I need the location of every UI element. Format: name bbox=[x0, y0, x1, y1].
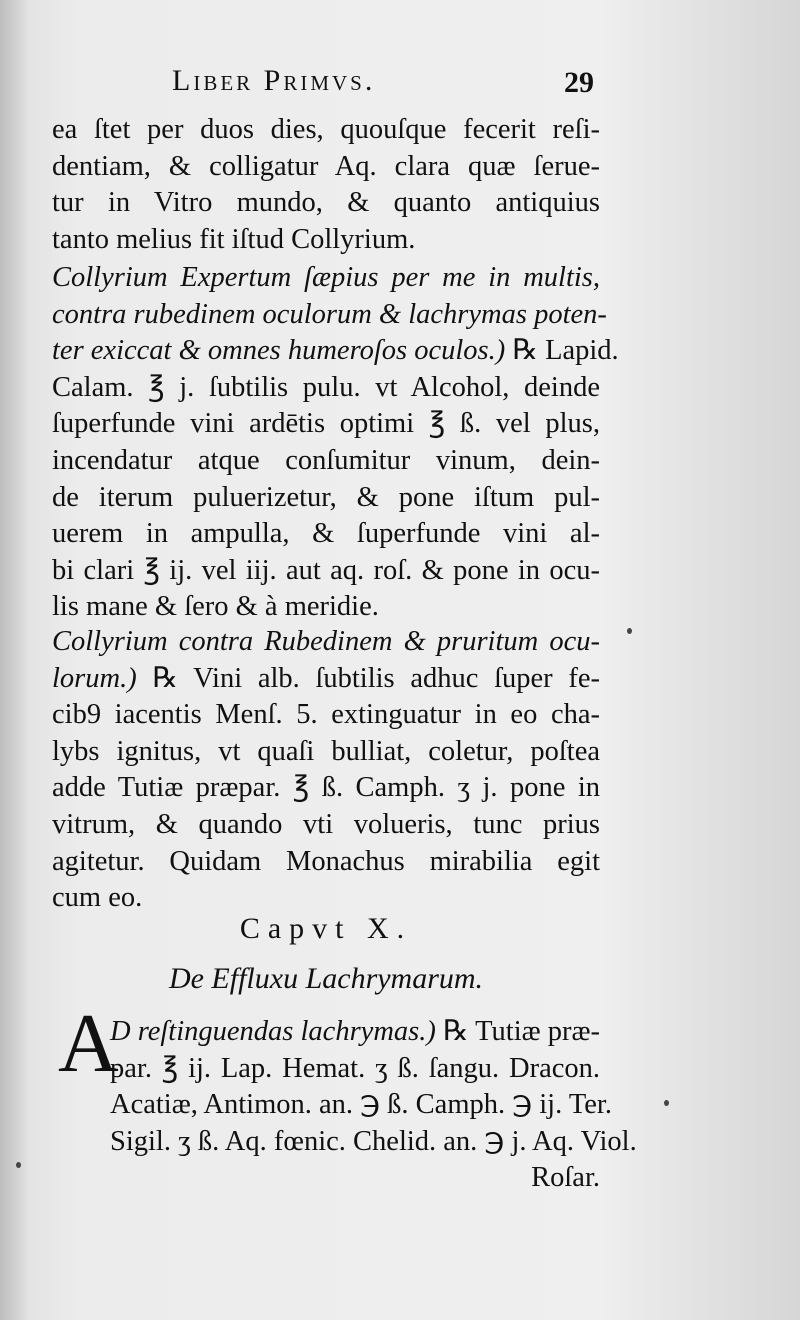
roman-text: bi clari ℥ ij. vel iij. aut aq. roſ. & pone in ocu- bbox=[52, 554, 600, 586]
italic-text: ter exiccat & omnes humeroſos oculos.) bbox=[52, 335, 506, 367]
text-line bbox=[52, 370, 600, 407]
roman-text: ſuperfunde vini ardētis optimi ℥ ß. vel plus, bbox=[52, 408, 600, 440]
recipe-collyrium-rubedinem bbox=[52, 624, 600, 917]
paragraph-1 bbox=[52, 112, 600, 258]
text-line bbox=[52, 553, 600, 590]
roman-text: Calam. ℥ j. ſubtilis pulu. vt Alcohol, deinde bbox=[52, 371, 600, 403]
text-line bbox=[110, 1124, 637, 1161]
roman-text: cib9 iacentis Menſ. 5. extinguatur in eo cha- bbox=[52, 699, 600, 731]
text-line: tur in Vitro mundo, & quanto antiquius bbox=[52, 187, 600, 219]
drop-capital: A bbox=[58, 997, 119, 1090]
roman-text: ℞ Tutiæ præ- bbox=[435, 1016, 601, 1047]
chapter-heading: Capvt X. bbox=[239, 912, 413, 945]
text-line bbox=[52, 260, 600, 297]
text-line: tanto melius fit iſtud Collyrium. bbox=[52, 223, 416, 255]
text-line bbox=[52, 624, 600, 661]
roman-text: Roſar. bbox=[531, 1162, 600, 1194]
page-number: 29 bbox=[564, 66, 594, 99]
text-line bbox=[110, 1160, 600, 1197]
text-line bbox=[110, 1051, 600, 1088]
roman-text: incendatur atque conſumitur vinum, dein- bbox=[52, 444, 600, 476]
text-line bbox=[52, 734, 600, 771]
ink-spot bbox=[16, 1162, 21, 1168]
roman-text: de iterum puluerizetur, & pone iſtum pul- bbox=[52, 481, 600, 513]
page-header bbox=[52, 64, 600, 104]
recipe-lachrymas bbox=[110, 1014, 637, 1197]
roman-text: Acatiæ, Antimon. an. ℈ ß. Camph. ℈ ij. Ter. bbox=[110, 1089, 612, 1121]
text-line: dentiam, & colligatur Aq. clara quæ ſerue- bbox=[52, 150, 600, 182]
running-head: Liber Primvs. bbox=[172, 64, 376, 97]
roman-text: ℞ Lapid. bbox=[505, 335, 619, 367]
text-line bbox=[52, 333, 619, 370]
text-line bbox=[52, 516, 600, 553]
roman-text: agitetur. Quidam Monachus mirabilia egit bbox=[52, 845, 600, 877]
italic-text: Collyrium Expertum ſæpius per me in multis, bbox=[52, 262, 600, 293]
roman-text: adde Tutiæ præpar. ℥ ß. Camph. ʒ j. pone in bbox=[52, 772, 600, 804]
roman-text: cum eo. bbox=[52, 882, 143, 914]
text-line bbox=[52, 844, 600, 881]
text-line bbox=[110, 1087, 612, 1124]
roman-text: lybs ignitus, vt quaſi bulliat, coletur, poſtea bbox=[52, 735, 600, 767]
italic-text: Collyrium contra Rubedinem & pruritum ocu- bbox=[52, 626, 600, 657]
text-line: ea ſtet per duos dies, quouſque fecerit reſi- bbox=[52, 114, 600, 145]
text-line bbox=[52, 807, 600, 844]
text-line bbox=[52, 589, 600, 626]
ink-spot bbox=[664, 1100, 669, 1106]
text-line bbox=[52, 297, 607, 334]
text-line bbox=[110, 1014, 600, 1051]
roman-text: lis mane & ſero & à meridie. bbox=[52, 591, 379, 623]
italic-text: lorum.) bbox=[52, 662, 137, 694]
roman-text: vitrum, & quando vti volueris, tunc prius bbox=[52, 808, 600, 840]
roman-text: Sigil. ʒ ß. Aq. fœnic. Chelid. an. ℈ j. Aq. Viol. bbox=[110, 1125, 637, 1157]
text-line bbox=[52, 406, 600, 443]
roman-text: uerem in ampulla, & ſuperfunde vini al- bbox=[52, 518, 600, 550]
ink-spot bbox=[627, 628, 632, 634]
italic-text: contra rubedinem oculorum & lachrymas poten- bbox=[52, 298, 607, 330]
text-line bbox=[52, 770, 600, 807]
chapter-subtitle: De Effluxu Lachrymarum. bbox=[168, 962, 484, 995]
roman-text: par. ℥ ij. Lap. Hemat. ʒ ß. ſangu. Dracon. bbox=[110, 1052, 600, 1084]
italic-text: D reſtinguendas lachrymas.) bbox=[110, 1016, 436, 1047]
text-line bbox=[52, 443, 600, 480]
text-line bbox=[52, 480, 600, 517]
roman-text: ℞ Vini alb. ſubtilis adhuc ſuper fe- bbox=[136, 662, 600, 694]
text-line bbox=[52, 661, 600, 698]
text-line bbox=[52, 697, 600, 734]
recipe-collyrium-expertum bbox=[52, 260, 619, 626]
